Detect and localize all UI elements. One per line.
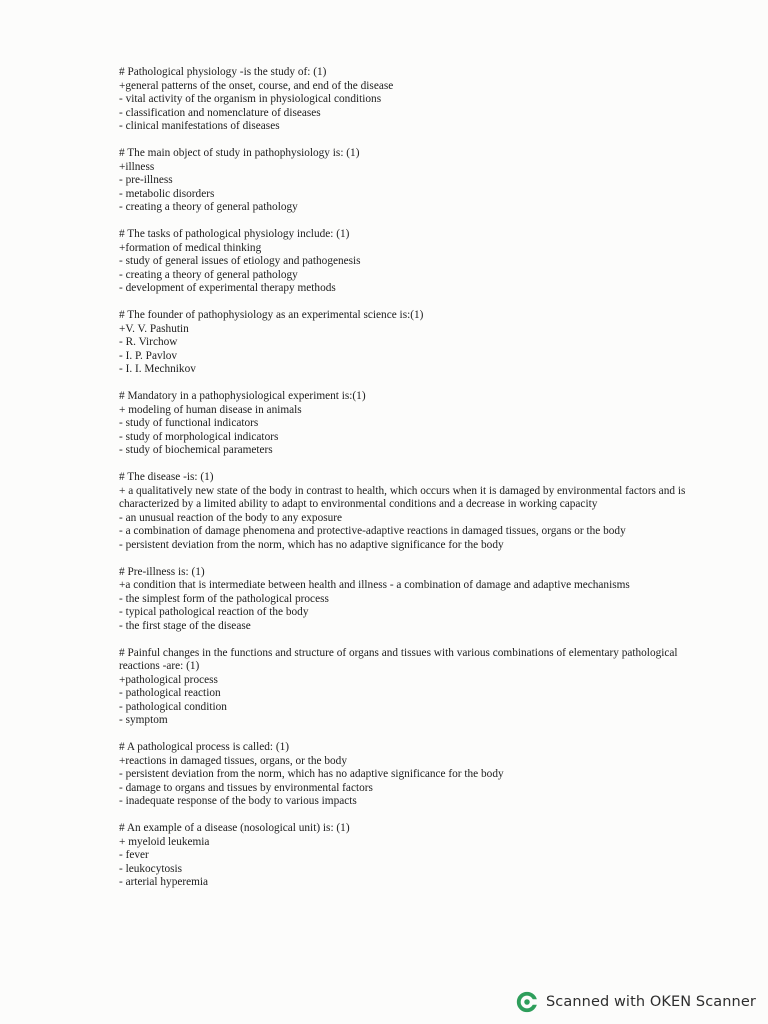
answer-option: - the simplest form of the pathological process [119, 592, 329, 605]
question-block [119, 471, 719, 552]
question-prompt: # Pre-illness is: (1) [119, 565, 205, 578]
question-prompt: # Mandatory in a pathophysiological experiment is:(1) [119, 390, 366, 402]
answer-option: - I. I. Mechnikov [119, 363, 196, 375]
question-block [119, 741, 719, 809]
question-block [119, 309, 719, 377]
answer-option: - leukocytosis [119, 862, 183, 875]
question-prompt: # A pathological process is called: (1) [119, 741, 290, 753]
answer-option: - clinical manifestations of diseases [119, 120, 280, 132]
answer-option: - pathological condition [119, 700, 227, 713]
question-prompt: # An example of a disease (nosological unit) is: (1) [119, 822, 350, 834]
answer-option: - persistent deviation from the norm, which has no adaptive significance for the body [119, 768, 504, 780]
correct-answer: + myeloid leukemia [119, 835, 210, 848]
answer-option: - damage to organs and tissues by environmental factors [119, 781, 373, 794]
answer-option: - a combination of damage phenomena and protective-adaptive reactions in damaged tissues, organs or the body [119, 525, 626, 537]
question-prompt: # The tasks of pathological physiology include: (1) [119, 228, 350, 240]
answer-option: - creating a theory of general pathology [119, 268, 298, 281]
document-content [119, 66, 719, 903]
correct-answer: +general patterns of the onset, course, and end of the disease [119, 79, 394, 92]
answer-option: - study of morphological indicators [119, 430, 279, 443]
scanner-watermark [516, 990, 756, 1014]
correct-answer: +reactions in damaged tissues, organs, or the body [119, 754, 347, 767]
scanner-watermark-text: Scanned with OKEN Scanner [546, 994, 756, 1010]
answer-option: - I. P. Pavlov [119, 349, 178, 362]
correct-answer: +V. V. Pashutin [119, 322, 189, 335]
correct-answer: +illness [119, 160, 155, 173]
answer-option: - R. Virchow [119, 336, 178, 348]
answer-option: - symptom [119, 714, 168, 726]
answer-option: - study of functional indicators [119, 417, 259, 429]
correct-answer: +pathological process [119, 673, 218, 686]
question-block [119, 566, 719, 634]
answer-option: - study of biochemical parameters [119, 444, 273, 456]
question-block [119, 147, 719, 215]
answer-option: - development of experimental therapy methods [119, 282, 336, 294]
oken-scanner-logo-icon [516, 991, 538, 1013]
question-prompt: # Pathological physiology -is the study of: (1) [119, 66, 327, 78]
answer-option: - typical pathological reaction of the body [119, 606, 309, 618]
question-block [119, 228, 719, 296]
question-block [119, 647, 719, 728]
question-prompt: # The disease -is: (1) [119, 471, 214, 483]
answer-option: - pre-illness [119, 174, 173, 186]
answer-option: - classification and nomenclature of diseases [119, 106, 321, 119]
answer-option: - fever [119, 849, 149, 861]
answer-option: - study of general issues of etiology and pathogenesis [119, 255, 361, 267]
question-block [119, 822, 719, 890]
answer-option: - pathological reaction [119, 687, 221, 699]
correct-answer: + modeling of human disease in animals [119, 403, 302, 416]
answer-option: - arterial hyperemia [119, 876, 209, 888]
answer-option: - the first stage of the disease [119, 619, 251, 632]
answer-option: - vital activity of the organism in physiological conditions [119, 93, 382, 105]
question-block [119, 66, 719, 134]
correct-answer: +a condition that is intermediate between health and illness - a combination of damage and adaptive mechanisms [119, 579, 630, 591]
answer-option: - inadequate response of the body to various impacts [119, 795, 357, 807]
question-prompt: # The founder of pathophysiology as an experimental science is:(1) [119, 309, 424, 321]
question-block [119, 390, 719, 458]
answer-option: - persistent deviation from the norm, which has no adaptive significance for the body [119, 538, 504, 551]
question-prompt: # The main object of study in pathophysiology is: (1) [119, 147, 360, 159]
answer-option: - creating a theory of general pathology [119, 201, 298, 213]
answer-option: - metabolic disorders [119, 187, 215, 200]
question-prompt: # Painful changes in the functions and structure of organs and tissues with various combinations of elementary pathological reactions -are: (1) [119, 646, 678, 672]
correct-answer: + a qualitatively new state of the body in contrast to health, which occurs when it is damaged by environmental factors and is characterized by a limited ability to adapt to environmental conditions and a decrease in working capacity [119, 484, 686, 510]
answer-option: - an unusual reaction of the body to any exposure [119, 511, 343, 524]
correct-answer: +formation of medical thinking [119, 241, 262, 254]
